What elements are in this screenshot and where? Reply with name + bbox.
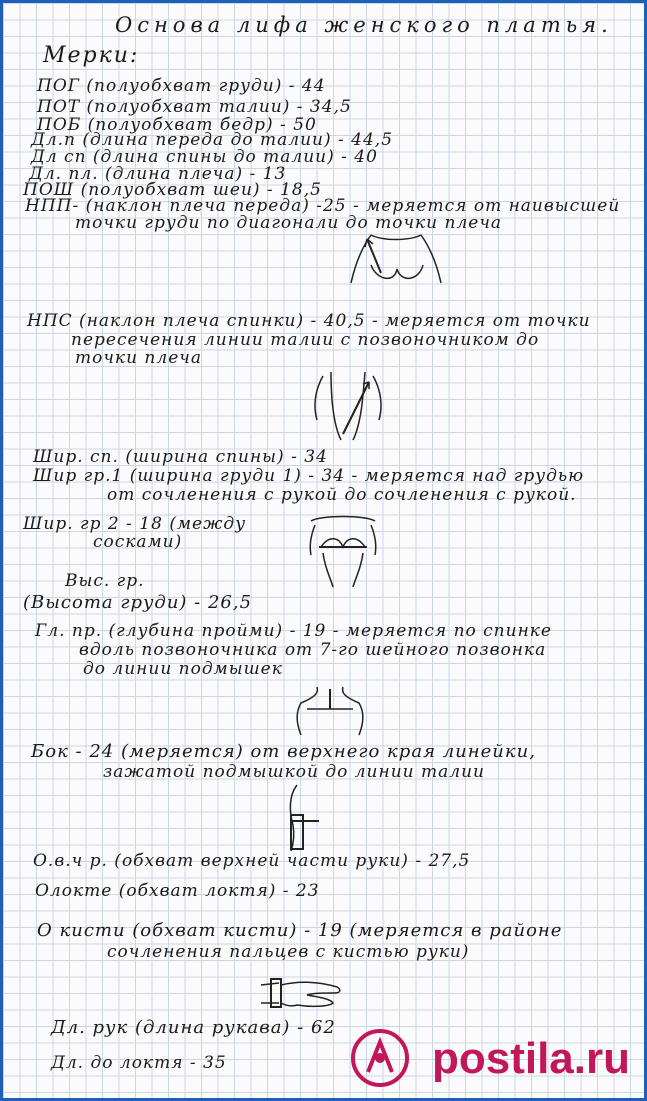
measure-shgr1: Шир гр.1 (ширина груди 1) - 34 - меряется над грудью: [33, 466, 585, 486]
wrist-sketch: [257, 971, 347, 1015]
measure-npp-cont: точки груди по диагонали до точки плеча: [75, 213, 503, 233]
measure-shgr1-cont: от сочленения с рукой до сочленения с рукой.: [107, 485, 577, 505]
section-heading: Мерки:: [43, 43, 140, 68]
measure-glpr-cont2: до линии подмышек: [83, 659, 283, 679]
measure-nps-cont1: пересечения линии талии с позвоночником до: [71, 330, 540, 350]
front-torso-sketch: [343, 225, 453, 305]
watermark-text: postila.ru: [431, 1034, 630, 1083]
page-title: Основа лифа женского платья.: [115, 13, 613, 37]
measure-dllokot: Дл. до локтя - 35: [51, 1053, 227, 1073]
measure-lokot: Олокте (обхват локтя) - 23: [35, 881, 320, 901]
armhole-sketch: [291, 679, 371, 739]
measure-posh: ПОШ (полуобхват шеи) - 18,5: [23, 180, 322, 200]
measure-shsp: Шир. сп. (ширина спины) - 34: [33, 447, 328, 467]
measure-nps: НПС (наклон плеча спинки) - 40,5 - меряется от точки: [27, 311, 591, 331]
measure-nps-cont2: точки плеча: [75, 348, 202, 368]
measure-shgr2: Шир. гр 2 - 18 (между: [23, 514, 247, 534]
measure-vysgr: (Высота груди) - 26,5: [23, 592, 253, 613]
postila-logo-icon: [350, 1028, 410, 1088]
measure-shgr2-cont: сосками): [93, 532, 183, 552]
measure-dp: Дл.п (длина переда до талии) - 44,5: [31, 130, 394, 150]
measure-pob: ПОБ (полуобхват бедр) - 50: [37, 115, 317, 135]
side-ruler-sketch: [275, 781, 335, 853]
measure-bok-cont: зажатой подмышкой до линии талии: [103, 762, 485, 782]
measure-okisti: О кисти (обхват кисти) - 19 (меряется в районе: [37, 920, 563, 941]
measure-ovgr: О.в.ч р. (обхват верхней части руки) - 27,5: [33, 851, 471, 871]
measure-vysgr-abbr: Выс. гр.: [65, 571, 145, 591]
measure-glpr: Гл. пр. (глубина пройми) - 19 - меряется по спинке: [35, 621, 552, 641]
measure-pot: ПОТ (полуобхват талии) - 34,5: [37, 97, 352, 117]
measure-bok: Бок - 24 (меряется) от верхнего края линейки,: [31, 741, 536, 762]
back-sketch: [303, 368, 393, 448]
measure-glpr-cont1: вдоль позвоночника от 7-го шейного позвонка: [79, 640, 547, 660]
measure-npp: НПП- (наклон плеча переда) -25 - меряется от наивысшей: [25, 196, 621, 216]
measure-dlruk: Дл. рук (длина рукава) - 62: [51, 1017, 336, 1038]
bust-sketch: [301, 513, 386, 591]
measure-pog: ПОГ (полуобхват груди) - 44: [37, 76, 326, 96]
measure-okisti-cont: сочленения пальцев с кистью руки): [107, 942, 470, 962]
measure-dsp: Дл сп (длина спины до талии) - 40: [31, 147, 378, 167]
measure-dpl: Дл. пл. (длина плеча) - 13: [29, 164, 287, 184]
